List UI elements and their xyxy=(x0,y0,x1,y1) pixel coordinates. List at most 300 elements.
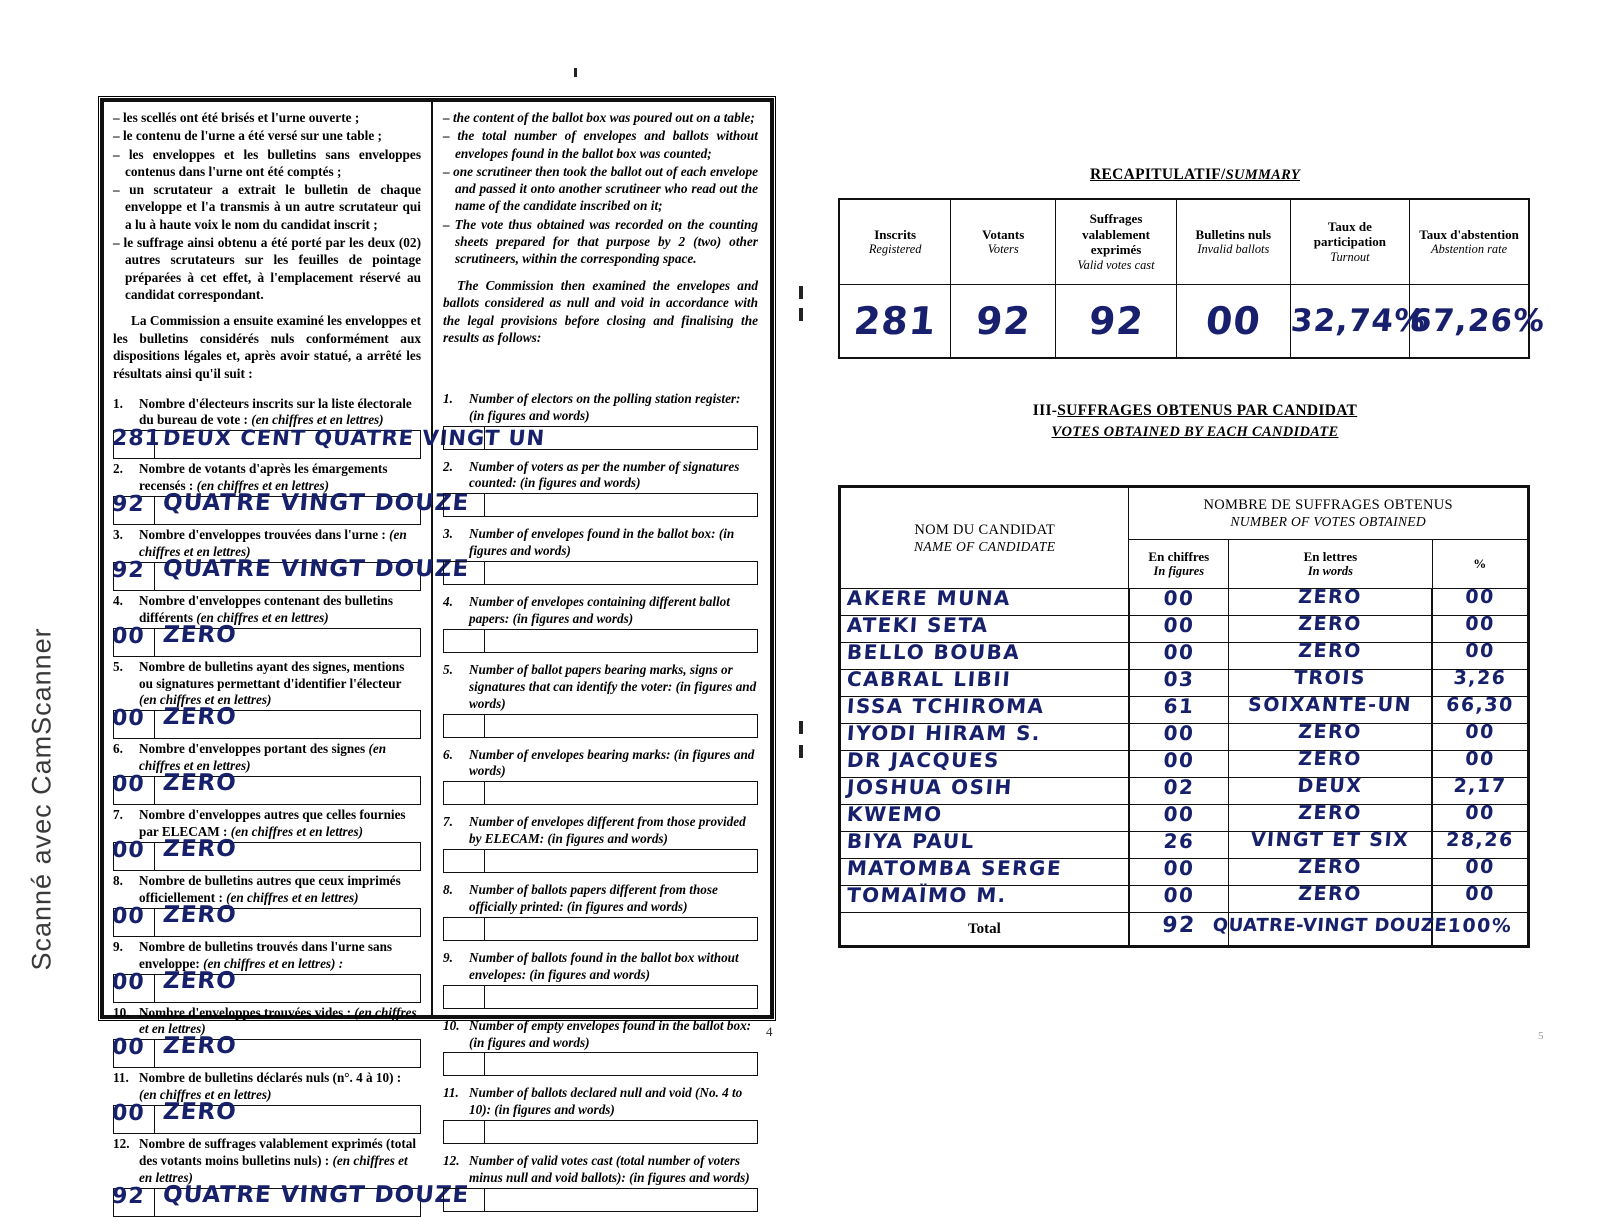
handwritten-figures: 00 xyxy=(111,837,146,863)
answer-figures-cell[interactable] xyxy=(111,706,155,738)
answer-words-cell[interactable] xyxy=(485,562,757,584)
item-number: 5. xyxy=(443,661,453,677)
item-number: 8. xyxy=(443,882,453,898)
handwritten-candidate-name: TOMAÏMO M. xyxy=(846,883,1008,908)
item-number: 5. xyxy=(113,658,123,674)
handwritten-words: DEUX CENT QUATRE VINGT UN xyxy=(161,426,547,451)
handwritten-percent: 00 xyxy=(1464,640,1496,663)
handwritten-words: ZERO xyxy=(1297,586,1363,609)
candidates-title-en: VOTES OBTAINED BY EACH CANDIDATE xyxy=(1051,424,1339,440)
english-bullet-list xyxy=(443,109,758,268)
answer-words-cell[interactable] xyxy=(485,986,757,1008)
handwritten-words: ZERO xyxy=(1297,802,1363,825)
answer-box[interactable] xyxy=(443,1120,758,1144)
answer-figures-cell[interactable] xyxy=(444,782,485,804)
item-number: 10. xyxy=(113,1004,130,1020)
candidate-words-cell[interactable] xyxy=(1229,667,1432,697)
answer-box[interactable] xyxy=(111,704,421,739)
item-note: (en chiffres et en lettres) : xyxy=(203,955,344,971)
candidate-percent-cell[interactable] xyxy=(1432,613,1528,643)
item-label: Number of envelopes different from those provided by ELECAM: (in figures and words) xyxy=(469,814,746,847)
item-number: 11. xyxy=(113,1070,129,1086)
handwritten-figures: 00 xyxy=(1162,856,1196,881)
summary-header-5 xyxy=(1290,199,1409,285)
answer-words-cell[interactable] xyxy=(485,850,757,872)
handwritten-percent: 66,30 xyxy=(1445,694,1515,717)
handwritten-figures: 00 xyxy=(1162,802,1196,827)
answer-words-cell[interactable] xyxy=(485,1053,757,1075)
answer-words-cell[interactable] xyxy=(485,918,757,940)
handwritten-figures: 00 xyxy=(1162,721,1196,746)
item-label: Number of electors on the polling station register: (in figures and words) xyxy=(469,390,741,423)
answer-box[interactable] xyxy=(443,781,758,805)
candidate-name-cell[interactable] xyxy=(840,748,1129,778)
candidate-percent-cell[interactable] xyxy=(1432,694,1528,724)
item-label: Number of empty envelopes found in the ballot box: (in figures and words) xyxy=(469,1017,752,1050)
handwritten-summary-value: 92 xyxy=(973,299,1033,343)
english-item-10 xyxy=(443,1018,758,1077)
answer-figures-cell[interactable] xyxy=(111,903,155,936)
handwritten-figures: 02 xyxy=(1162,775,1196,800)
item-note: (en chiffres et en lettres) xyxy=(139,1152,408,1185)
scan-speck xyxy=(799,308,803,321)
answer-box[interactable] xyxy=(443,917,758,941)
item-number: 8. xyxy=(113,872,123,888)
candidate-figures-cell[interactable] xyxy=(1129,667,1229,697)
candidate-words-cell[interactable] xyxy=(1229,613,1432,643)
answer-figures-cell[interactable] xyxy=(444,715,485,737)
candidate-percent-cell[interactable] xyxy=(1432,829,1528,859)
candidate-words-cell[interactable] xyxy=(1229,640,1432,670)
item-note: (en chiffres et en lettres) xyxy=(226,889,359,905)
candidate-figures-cell[interactable] xyxy=(1129,883,1229,913)
item-number: 12. xyxy=(443,1153,460,1169)
french-item-4 xyxy=(113,593,421,657)
item-label: Nombre de bulletins ayant des signes, mentions ou signatures permettant d'identifier l'électeur (en chiffres et en lettres) xyxy=(139,658,405,708)
item-text xyxy=(443,526,758,560)
french-item-5 xyxy=(113,659,421,740)
table-row xyxy=(840,724,1529,751)
answer-box[interactable] xyxy=(111,426,547,459)
handwritten-words: ZERO xyxy=(1297,748,1363,771)
item-note: (en chiffres et en lettres) xyxy=(139,1087,272,1103)
french-item-11 xyxy=(113,1070,421,1134)
handwritten-summary-value: 32,74% xyxy=(1289,303,1428,339)
answer-box[interactable] xyxy=(111,967,421,1003)
summary-value-5[interactable] xyxy=(1289,285,1428,359)
handwritten-summary-value: 92 xyxy=(1086,299,1146,343)
answer-box[interactable] xyxy=(443,1188,758,1212)
answer-words-cell[interactable] xyxy=(155,1033,420,1067)
answer-figures-cell[interactable] xyxy=(111,557,155,590)
candidate-figures-cell[interactable] xyxy=(1129,775,1229,805)
english-item-12 xyxy=(443,1153,758,1212)
answer-figures-cell[interactable] xyxy=(111,426,162,458)
candidate-percent-cell[interactable] xyxy=(1432,856,1528,886)
answer-words-cell[interactable] xyxy=(155,770,420,804)
handwritten-words: ZERO xyxy=(161,901,238,928)
candidate-figures-cell[interactable] xyxy=(1129,721,1229,751)
summary-title-en: SUMMARY xyxy=(1225,167,1301,183)
candidate-name-cell[interactable] xyxy=(840,883,1129,913)
item-number: 7. xyxy=(113,807,123,823)
item-number: 6. xyxy=(113,741,123,757)
candidate-words-cell[interactable] xyxy=(1229,721,1432,751)
candidate-figures-cell[interactable] xyxy=(1129,856,1229,886)
answer-words-cell[interactable] xyxy=(485,715,757,737)
french-item-10 xyxy=(113,1005,421,1069)
header-candidate-name-fr: NOM DU CANDIDAT xyxy=(914,521,1055,538)
candidates-header-row-1 xyxy=(840,487,1529,540)
answer-figures-cell[interactable] xyxy=(444,918,485,940)
answer-words-cell[interactable] xyxy=(155,835,420,870)
answer-words-cell[interactable] xyxy=(155,426,547,458)
candidate-figures-cell[interactable] xyxy=(1129,748,1229,778)
answer-box[interactable] xyxy=(443,849,758,873)
summary-header-en: Turnout xyxy=(1330,250,1370,265)
candidate-percent-cell[interactable] xyxy=(1432,802,1528,832)
candidates-title-en-line xyxy=(830,423,1560,441)
item-text xyxy=(113,1005,421,1039)
candidate-words-cell[interactable] xyxy=(1229,694,1432,724)
answer-words-cell[interactable] xyxy=(485,494,757,516)
summary-header-en: Valid votes cast xyxy=(1077,258,1155,273)
answer-box[interactable] xyxy=(443,629,758,653)
summary-header-1 xyxy=(839,199,951,285)
table-row xyxy=(840,751,1529,778)
item-text xyxy=(113,1136,421,1187)
item-label: Nombre de votants d'après les émargements recensés : (en chiffres et en lettres) xyxy=(139,461,388,494)
summary-header-3 xyxy=(1056,199,1177,285)
total-percent-cell[interactable] xyxy=(1432,913,1528,947)
candidate-name-cell[interactable] xyxy=(840,613,1129,643)
candidate-words-cell[interactable] xyxy=(1229,883,1432,913)
handwritten-figures: 281 xyxy=(111,426,162,452)
candidate-name-cell[interactable] xyxy=(840,829,1129,859)
handwritten-figures: 92 xyxy=(111,492,146,518)
handwritten-percent: 28,26 xyxy=(1445,829,1515,852)
answer-words-cell[interactable] xyxy=(485,1121,757,1143)
answer-box[interactable] xyxy=(111,770,421,805)
candidate-percent-cell[interactable] xyxy=(1432,721,1528,751)
header-in-figures xyxy=(1129,540,1229,589)
item-text xyxy=(443,662,758,713)
item-number: 3. xyxy=(113,527,123,543)
item-label: Nombre d'électeurs inscrits sur la liste électorale du bureau de vote : (en chiffres et en lettres) xyxy=(139,395,412,428)
handwritten-words: ZERO xyxy=(1297,613,1363,636)
answer-figures-cell[interactable] xyxy=(111,1035,155,1067)
item-text xyxy=(113,807,421,841)
item-note: (en chiffres et en lettres) xyxy=(139,527,407,560)
answer-words-cell[interactable] xyxy=(155,555,471,590)
candidate-percent-cell[interactable] xyxy=(1432,640,1528,670)
total-words-cell[interactable] xyxy=(1212,913,1449,947)
handwritten-percent: 2,17 xyxy=(1452,775,1508,798)
answer-figures-cell[interactable] xyxy=(111,1101,155,1133)
answer-figures-cell[interactable] xyxy=(111,623,155,656)
answer-figures-cell[interactable] xyxy=(444,494,485,516)
item-label: Nombre d'enveloppes trouvées vides : (en chiffres et en lettres) xyxy=(139,1004,417,1037)
answer-words-cell[interactable] xyxy=(155,901,420,936)
handwritten-candidate-name: BELLO BOUBA xyxy=(846,640,1022,665)
answer-box[interactable] xyxy=(111,1181,471,1217)
candidate-words-cell[interactable] xyxy=(1229,802,1432,832)
candidate-name-cell[interactable] xyxy=(840,694,1129,724)
candidate-name-cell[interactable] xyxy=(840,775,1129,805)
summary-value-1[interactable] xyxy=(839,285,951,359)
handwritten-percent: 00 xyxy=(1464,748,1496,771)
answer-words-cell[interactable] xyxy=(485,427,757,449)
answer-figures-cell[interactable] xyxy=(444,1189,485,1211)
item-number: 4. xyxy=(113,592,123,608)
summary-header-fr: Taux d'abstention xyxy=(1419,226,1519,242)
item-note: (en chiffres et en lettres) xyxy=(139,741,387,774)
handwritten-summary-value: 281 xyxy=(852,299,939,343)
answer-figures-cell[interactable] xyxy=(111,772,155,804)
table-row xyxy=(840,886,1529,913)
candidate-name-cell[interactable] xyxy=(840,802,1129,832)
handwritten-words: ZERO xyxy=(161,835,238,862)
item-number: 6. xyxy=(443,746,453,762)
answer-box[interactable] xyxy=(443,493,758,517)
handwritten-total-words: QUATRE-VINGT DOUZE xyxy=(1212,915,1449,937)
candidate-name-cell[interactable] xyxy=(840,586,1129,616)
item-text xyxy=(113,939,421,973)
handwritten-words: QUATRE VINGT DOUZE xyxy=(161,555,471,582)
header-figures-en: In figures xyxy=(1153,564,1205,579)
candidate-percent-cell[interactable] xyxy=(1432,586,1528,616)
candidate-percent-cell[interactable] xyxy=(1432,775,1528,805)
handwritten-candidate-name: DR JACQUES xyxy=(846,748,1001,773)
french-item-1 xyxy=(111,395,547,460)
item-text xyxy=(443,882,758,916)
candidate-name-cell[interactable] xyxy=(840,856,1129,886)
item-label: Number of ballots declared null and void (No. 4 to 10): (in figures and words) xyxy=(469,1085,743,1118)
scan-speck xyxy=(799,721,803,734)
summary-table-wrapper xyxy=(838,198,1547,359)
table-row xyxy=(840,589,1529,616)
candidate-name-cell[interactable] xyxy=(840,721,1129,751)
item-note: (en chiffres et en lettres) xyxy=(251,412,384,428)
item-label: Nombre de bulletins trouvés dans l'urne sans enveloppe: (en chiffres et en lettres) : xyxy=(139,938,393,971)
handwritten-words: ZERO xyxy=(1297,640,1363,663)
answer-box[interactable] xyxy=(443,985,758,1009)
item-label: Nombre d'enveloppes portant des signes (en chiffres et en lettres) xyxy=(139,741,387,774)
handwritten-figures: 00 xyxy=(111,1035,146,1061)
answer-figures-cell[interactable] xyxy=(111,969,155,1002)
handwritten-figures: 00 xyxy=(1162,883,1196,908)
item-text xyxy=(113,593,421,627)
handwritten-candidate-name: CABRAL LIBII xyxy=(846,667,1013,692)
candidate-name-cell[interactable] xyxy=(840,667,1129,697)
handwritten-figures: 00 xyxy=(1162,586,1196,611)
item-number: 7. xyxy=(443,814,453,830)
total-row xyxy=(840,913,1529,947)
item-number: 3. xyxy=(443,526,453,542)
answer-box[interactable] xyxy=(111,555,471,591)
answer-box[interactable] xyxy=(111,835,421,871)
summary-value-row xyxy=(839,285,1529,359)
item-text xyxy=(443,950,758,984)
french-item-2 xyxy=(111,461,471,525)
answer-words-cell[interactable] xyxy=(155,1181,471,1216)
answer-words-cell[interactable] xyxy=(485,782,757,804)
header-words-fr: En lettres xyxy=(1303,548,1358,564)
answer-figures-cell[interactable] xyxy=(444,427,485,449)
answer-figures-cell[interactable] xyxy=(444,986,485,1008)
handwritten-figures: 00 xyxy=(1162,613,1196,638)
english-numbered-items xyxy=(443,391,758,1212)
handwritten-figures: 00 xyxy=(111,623,146,649)
item-text xyxy=(113,396,421,430)
table-row xyxy=(840,859,1529,886)
item-text xyxy=(113,741,421,775)
candidate-words-cell[interactable] xyxy=(1229,748,1432,778)
answer-figures-cell[interactable] xyxy=(111,492,155,524)
candidate-words-cell[interactable] xyxy=(1229,775,1432,805)
answer-words-cell[interactable] xyxy=(155,1099,420,1133)
answer-words-cell[interactable] xyxy=(485,630,757,652)
candidate-figures-cell[interactable] xyxy=(1129,694,1229,724)
answer-words-cell[interactable] xyxy=(155,490,471,524)
handwritten-words: ZERO xyxy=(1297,856,1363,879)
english-intro-paragraph: The Commission then examined the envelopes and ballots considered as null and void in accordance with the legal provisions before closing and finalising the results as follows: xyxy=(443,277,758,346)
answer-figures-cell[interactable] xyxy=(444,630,485,652)
candidates-table xyxy=(838,485,1530,948)
item-number: 11. xyxy=(443,1085,459,1101)
answer-box[interactable] xyxy=(443,426,758,450)
summary-value-4[interactable] xyxy=(1176,285,1290,359)
handwritten-total-figures: 92 xyxy=(1161,913,1197,939)
handwritten-words: ZERO xyxy=(1297,883,1363,906)
handwritten-figures: 00 xyxy=(111,969,146,995)
list-item: – le contenu de l'urne a été versé sur une table ; xyxy=(113,128,382,144)
header-votes-fr: NOMBRE DE SUFFRAGES OBTENUS xyxy=(1203,497,1453,513)
handwritten-summary-value: 00 xyxy=(1203,299,1263,343)
candidate-words-cell[interactable] xyxy=(1229,856,1432,886)
right-page-number: 5 xyxy=(1538,1030,1544,1042)
answer-box[interactable] xyxy=(443,561,758,585)
summary-value-3[interactable] xyxy=(1056,285,1177,359)
handwritten-figures: 00 xyxy=(1162,748,1196,773)
handwritten-percent: 00 xyxy=(1464,613,1496,636)
item-text xyxy=(443,814,758,848)
item-label: Number of ballots found in the ballot box without envelopes: (in figures and words) xyxy=(469,949,739,982)
handwritten-candidate-name: AKERE MUNA xyxy=(846,586,1012,611)
answer-words-cell[interactable] xyxy=(155,621,420,656)
item-number: 9. xyxy=(113,938,123,954)
item-label: Number of envelopes bearing marks: (in figures and words) xyxy=(469,746,755,779)
candidate-percent-cell[interactable] xyxy=(1432,748,1528,778)
item-label: Nombre de bulletins autres que ceux imprimés officiellement : (en chiffres et en lettres) xyxy=(139,872,401,905)
candidate-percent-cell[interactable] xyxy=(1432,667,1528,697)
candidate-figures-cell[interactable] xyxy=(1129,829,1229,859)
summary-value-6[interactable] xyxy=(1408,285,1547,359)
answer-words-cell[interactable] xyxy=(485,1189,757,1211)
answer-box[interactable] xyxy=(111,901,421,937)
table-row xyxy=(840,697,1529,724)
english-item-8 xyxy=(443,882,758,941)
list-item: – The vote thus obtained was recorded on the counting sheets prepared for that purpose by 2 (two) other scrutineers, within the corresponding space. xyxy=(443,216,758,267)
item-text xyxy=(113,873,421,907)
item-text xyxy=(443,594,758,628)
french-item-6 xyxy=(113,741,421,805)
list-item: – un scrutateur a extrait le bulletin de chaque enveloppe et l'a transmis à un autre scrutateur qui a lu à haute voix le nom du candidat inscrit ; xyxy=(113,182,421,232)
answer-box[interactable] xyxy=(111,1033,421,1068)
french-bullet-list xyxy=(113,109,421,303)
english-item-11 xyxy=(443,1085,758,1144)
candidates-section-title xyxy=(830,402,1560,441)
candidate-figures-cell[interactable] xyxy=(1129,613,1229,643)
english-item-2 xyxy=(443,459,758,518)
handwritten-candidate-name: IYODI HIRAM S. xyxy=(846,721,1042,746)
handwritten-words: ZERO xyxy=(161,1099,238,1126)
answer-figures-cell[interactable] xyxy=(444,1053,485,1075)
candidates-title-fr: SUFFRAGES OBTENUS PAR CANDIDAT xyxy=(1057,402,1358,419)
summary-header-fr: Bulletins nuls xyxy=(1195,226,1272,242)
item-label: Nombre d'enveloppes contenant des bulletins différents (en chiffres et en lettres) xyxy=(139,592,394,625)
answer-words-cell[interactable] xyxy=(155,967,420,1002)
item-label: Number of valid votes cast (total number of voters minus null and void ballots): (in figures and words) xyxy=(469,1153,750,1186)
item-number: 1. xyxy=(443,390,453,406)
english-column xyxy=(433,101,768,1186)
answer-figures-cell[interactable] xyxy=(444,562,485,584)
handwritten-candidate-name: ATEKI SETA xyxy=(846,613,990,638)
summary-header-6 xyxy=(1410,199,1529,285)
handwritten-figures: 03 xyxy=(1162,667,1196,692)
scan-speck xyxy=(574,68,577,77)
answer-figures-cell[interactable] xyxy=(444,1121,485,1143)
handwritten-figures: 00 xyxy=(111,1101,146,1127)
answer-box[interactable] xyxy=(443,714,758,738)
list-item: – the content of the ballot box was poured out on a table; xyxy=(443,110,755,125)
answer-figures-cell[interactable] xyxy=(444,850,485,872)
answer-figures-cell[interactable] xyxy=(111,1183,155,1216)
candidate-name-cell[interactable] xyxy=(840,640,1129,670)
summary-header-fr: Votants xyxy=(982,226,1025,242)
candidate-figures-cell[interactable] xyxy=(1129,802,1229,832)
summary-value-2[interactable] xyxy=(951,285,1056,359)
candidate-percent-cell[interactable] xyxy=(1432,883,1528,913)
handwritten-words: DEUX xyxy=(1296,775,1364,798)
summary-title-fr: RECAPITULATIF xyxy=(1089,166,1222,183)
handwritten-words: QUATRE VINGT DOUZE xyxy=(161,490,471,517)
candidate-figures-cell[interactable] xyxy=(1129,640,1229,670)
handwritten-words: SOIXANTE-UN xyxy=(1247,694,1413,717)
handwritten-figures: 61 xyxy=(1162,694,1196,719)
header-candidate-name xyxy=(840,487,1129,589)
answer-box[interactable] xyxy=(111,1099,421,1134)
answer-box[interactable] xyxy=(111,621,421,657)
item-text xyxy=(113,659,421,710)
header-percent: % xyxy=(1432,540,1528,589)
candidate-words-cell[interactable] xyxy=(1229,829,1432,859)
candidate-words-cell[interactable] xyxy=(1229,586,1432,616)
handwritten-figures: 26 xyxy=(1162,829,1196,854)
table-row xyxy=(840,832,1529,859)
french-column xyxy=(103,101,547,1209)
candidates-table-body xyxy=(840,586,1529,947)
answer-box[interactable] xyxy=(443,1052,758,1076)
table-row xyxy=(840,643,1529,670)
french-item-7 xyxy=(113,807,421,871)
candidate-figures-cell[interactable] xyxy=(1129,586,1229,616)
answer-figures-cell[interactable] xyxy=(111,837,155,870)
answer-box[interactable] xyxy=(111,490,471,525)
handwritten-words: QUATRE VINGT DOUZE xyxy=(161,1181,471,1208)
answer-words-cell[interactable] xyxy=(155,704,420,738)
table-row xyxy=(840,616,1529,643)
